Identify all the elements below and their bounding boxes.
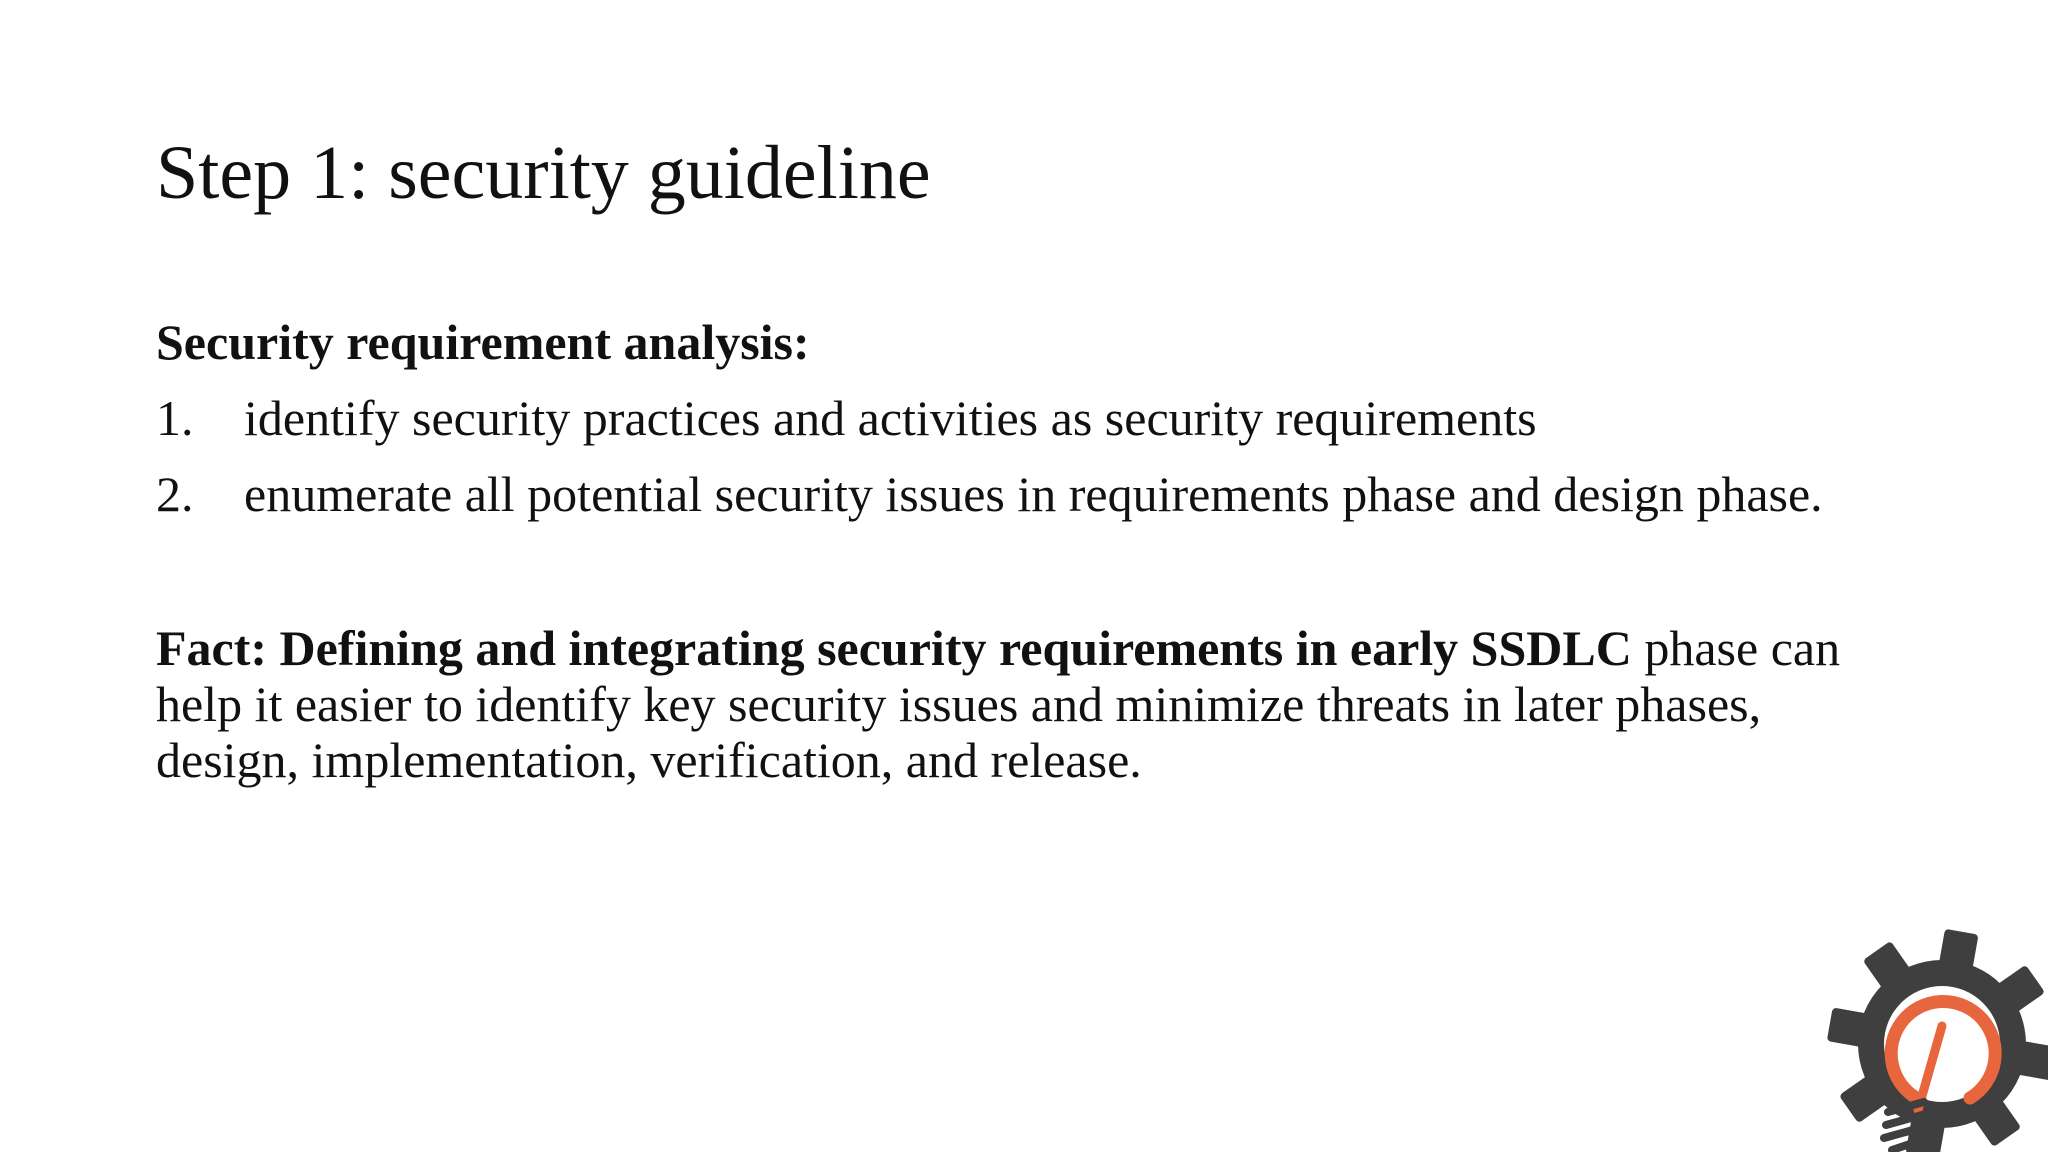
section-heading: Security requirement analysis: — [156, 314, 810, 370]
fact-regular-text: phase can help it easier to identify key security issues and minimize threats in later phases, design, implementation, verification, and release. — [156, 620, 1841, 788]
gear-lightbulb-logo-icon — [1820, 922, 2048, 1152]
list-item-text: identify security practices and activities as security requirements — [244, 390, 1537, 446]
list-item-text: enumerate all potential security issues in requirements phase and design phase. — [244, 466, 1823, 522]
fact-paragraph — [156, 620, 1916, 788]
list-item-number: 1. — [156, 390, 194, 446]
slide-title: Step 1: security guideline — [156, 131, 931, 215]
list-item-number: 2. — [156, 466, 194, 522]
fact-bold-text: Fact: Defining and integrating security requirements in early SSDLC — [156, 620, 1632, 676]
